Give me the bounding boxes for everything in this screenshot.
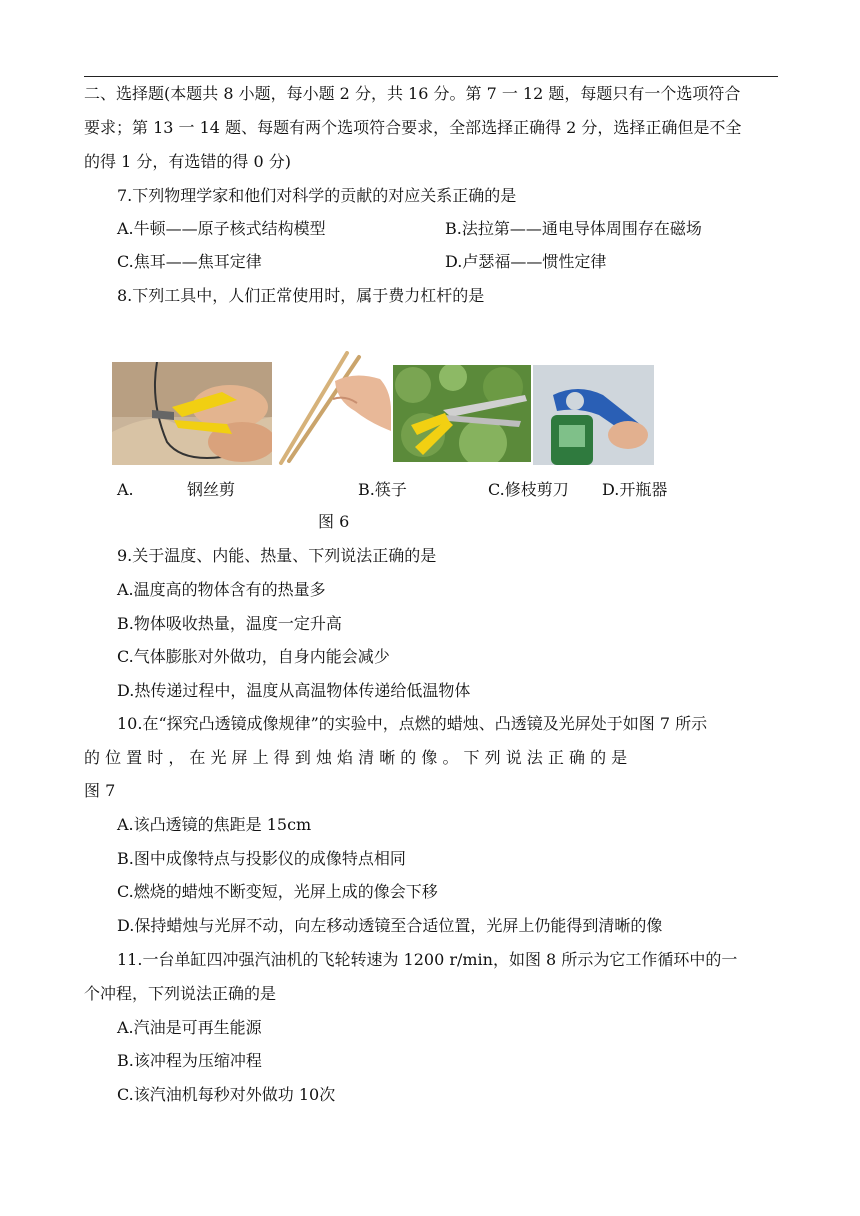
q9-option-b: B.物体吸收热量，温度一定升高 <box>117 614 342 633</box>
bottle-opener-photo <box>533 365 654 465</box>
q8-option-b: B.筷子 <box>358 480 407 499</box>
q11-option-c: C.该汽油机每秒对外做功 10次 <box>117 1085 336 1104</box>
q10-option-c: C.燃烧的蜡烛不断变短，光屏上成的像会下移 <box>117 882 438 901</box>
figure-7-caption: 图 7 <box>84 781 116 800</box>
q11-option-b: B.该冲程为压缩冲程 <box>117 1051 262 1070</box>
q11-stem-line-1: 11.一台单缸四冲强汽油机的飞轮转速为 1200 r/min，如图 8 所示为它工作循环中的一 <box>117 950 738 969</box>
q8-option-a-text: 钢丝剪 <box>187 480 236 499</box>
q11-option-a: A.汽油是可再生能源 <box>117 1018 262 1037</box>
q7-option-c: C.焦耳——焦耳定律 <box>117 252 262 271</box>
q7-stem: 7.下列物理学家和他们对科学的贡献的对应关系正确的是 <box>117 186 517 205</box>
chopsticks-photo <box>275 351 391 465</box>
q7-option-d: D.卢瑟福——惯性定律 <box>445 252 607 271</box>
q11-stem-line-2: 个冲程，下列说法正确的是 <box>84 984 277 1003</box>
q10-stem-line-1: 10.在“探究凸透镜成像规律”的实验中，点燃的蜡烛、凸透镜及光屏处于如图 7 所示 <box>117 714 708 733</box>
figure-6-caption: 图 6 <box>318 512 350 531</box>
q9-option-d: D.热传递过程中，温度从高温物体传递给低温物体 <box>117 681 471 700</box>
q9-option-c: C.气体膨胀对外做功，自身内能会减少 <box>117 647 390 666</box>
q9-option-a: A.温度高的物体含有的热量多 <box>117 580 326 599</box>
q8-option-c: C.修枝剪刀 <box>488 480 569 499</box>
section-intro-line-2: 要求；第 13 一 14 题、每题有两个选项符合要求，全部选择正确得 2 分，选择正确但是不全 <box>84 118 742 137</box>
q10-option-b: B.图中成像特点与投影仪的成像特点相同 <box>117 849 406 868</box>
q8-option-a-letter: A. <box>117 480 134 499</box>
q7-option-b: B.法拉第——通电导体周围存在磁场 <box>445 219 702 238</box>
q8-stem: 8.下列工具中，人们正常使用时，属于费力杠杆的是 <box>117 286 485 305</box>
section-intro-line-1: 二、选择题(本题共 8 小题，每小题 2 分，共 16 分。第 7 一 12 题，每题只有一个选项符合 <box>84 84 741 103</box>
pruning-shears-photo <box>393 365 531 462</box>
q10-option-d: D.保持蜡烛与光屏不动，向左移动透镜至合适位置，光屏上仍能得到清晰的像 <box>117 916 663 935</box>
q7-option-a: A.牛顿——原子核式结构模型 <box>117 219 326 238</box>
q9-stem: 9.关于温度、内能、热量、下列说法正确的是 <box>117 546 437 565</box>
section-intro-line-3: 的得 1 分，有选错的得 0 分) <box>84 152 291 171</box>
header-rule <box>84 76 778 77</box>
wire-cutter-photo <box>112 362 272 465</box>
q8-option-d: D.开瓶器 <box>602 480 668 499</box>
q10-stem-line-2: 的 位 置 时 ， 在 光 屏 上 得 到 烛 焰 清 晰 的 像 。 下 列 说 法 正 确 的 是 <box>84 748 628 767</box>
q10-option-a: A.该凸透镜的焦距是 15cm <box>117 815 312 834</box>
